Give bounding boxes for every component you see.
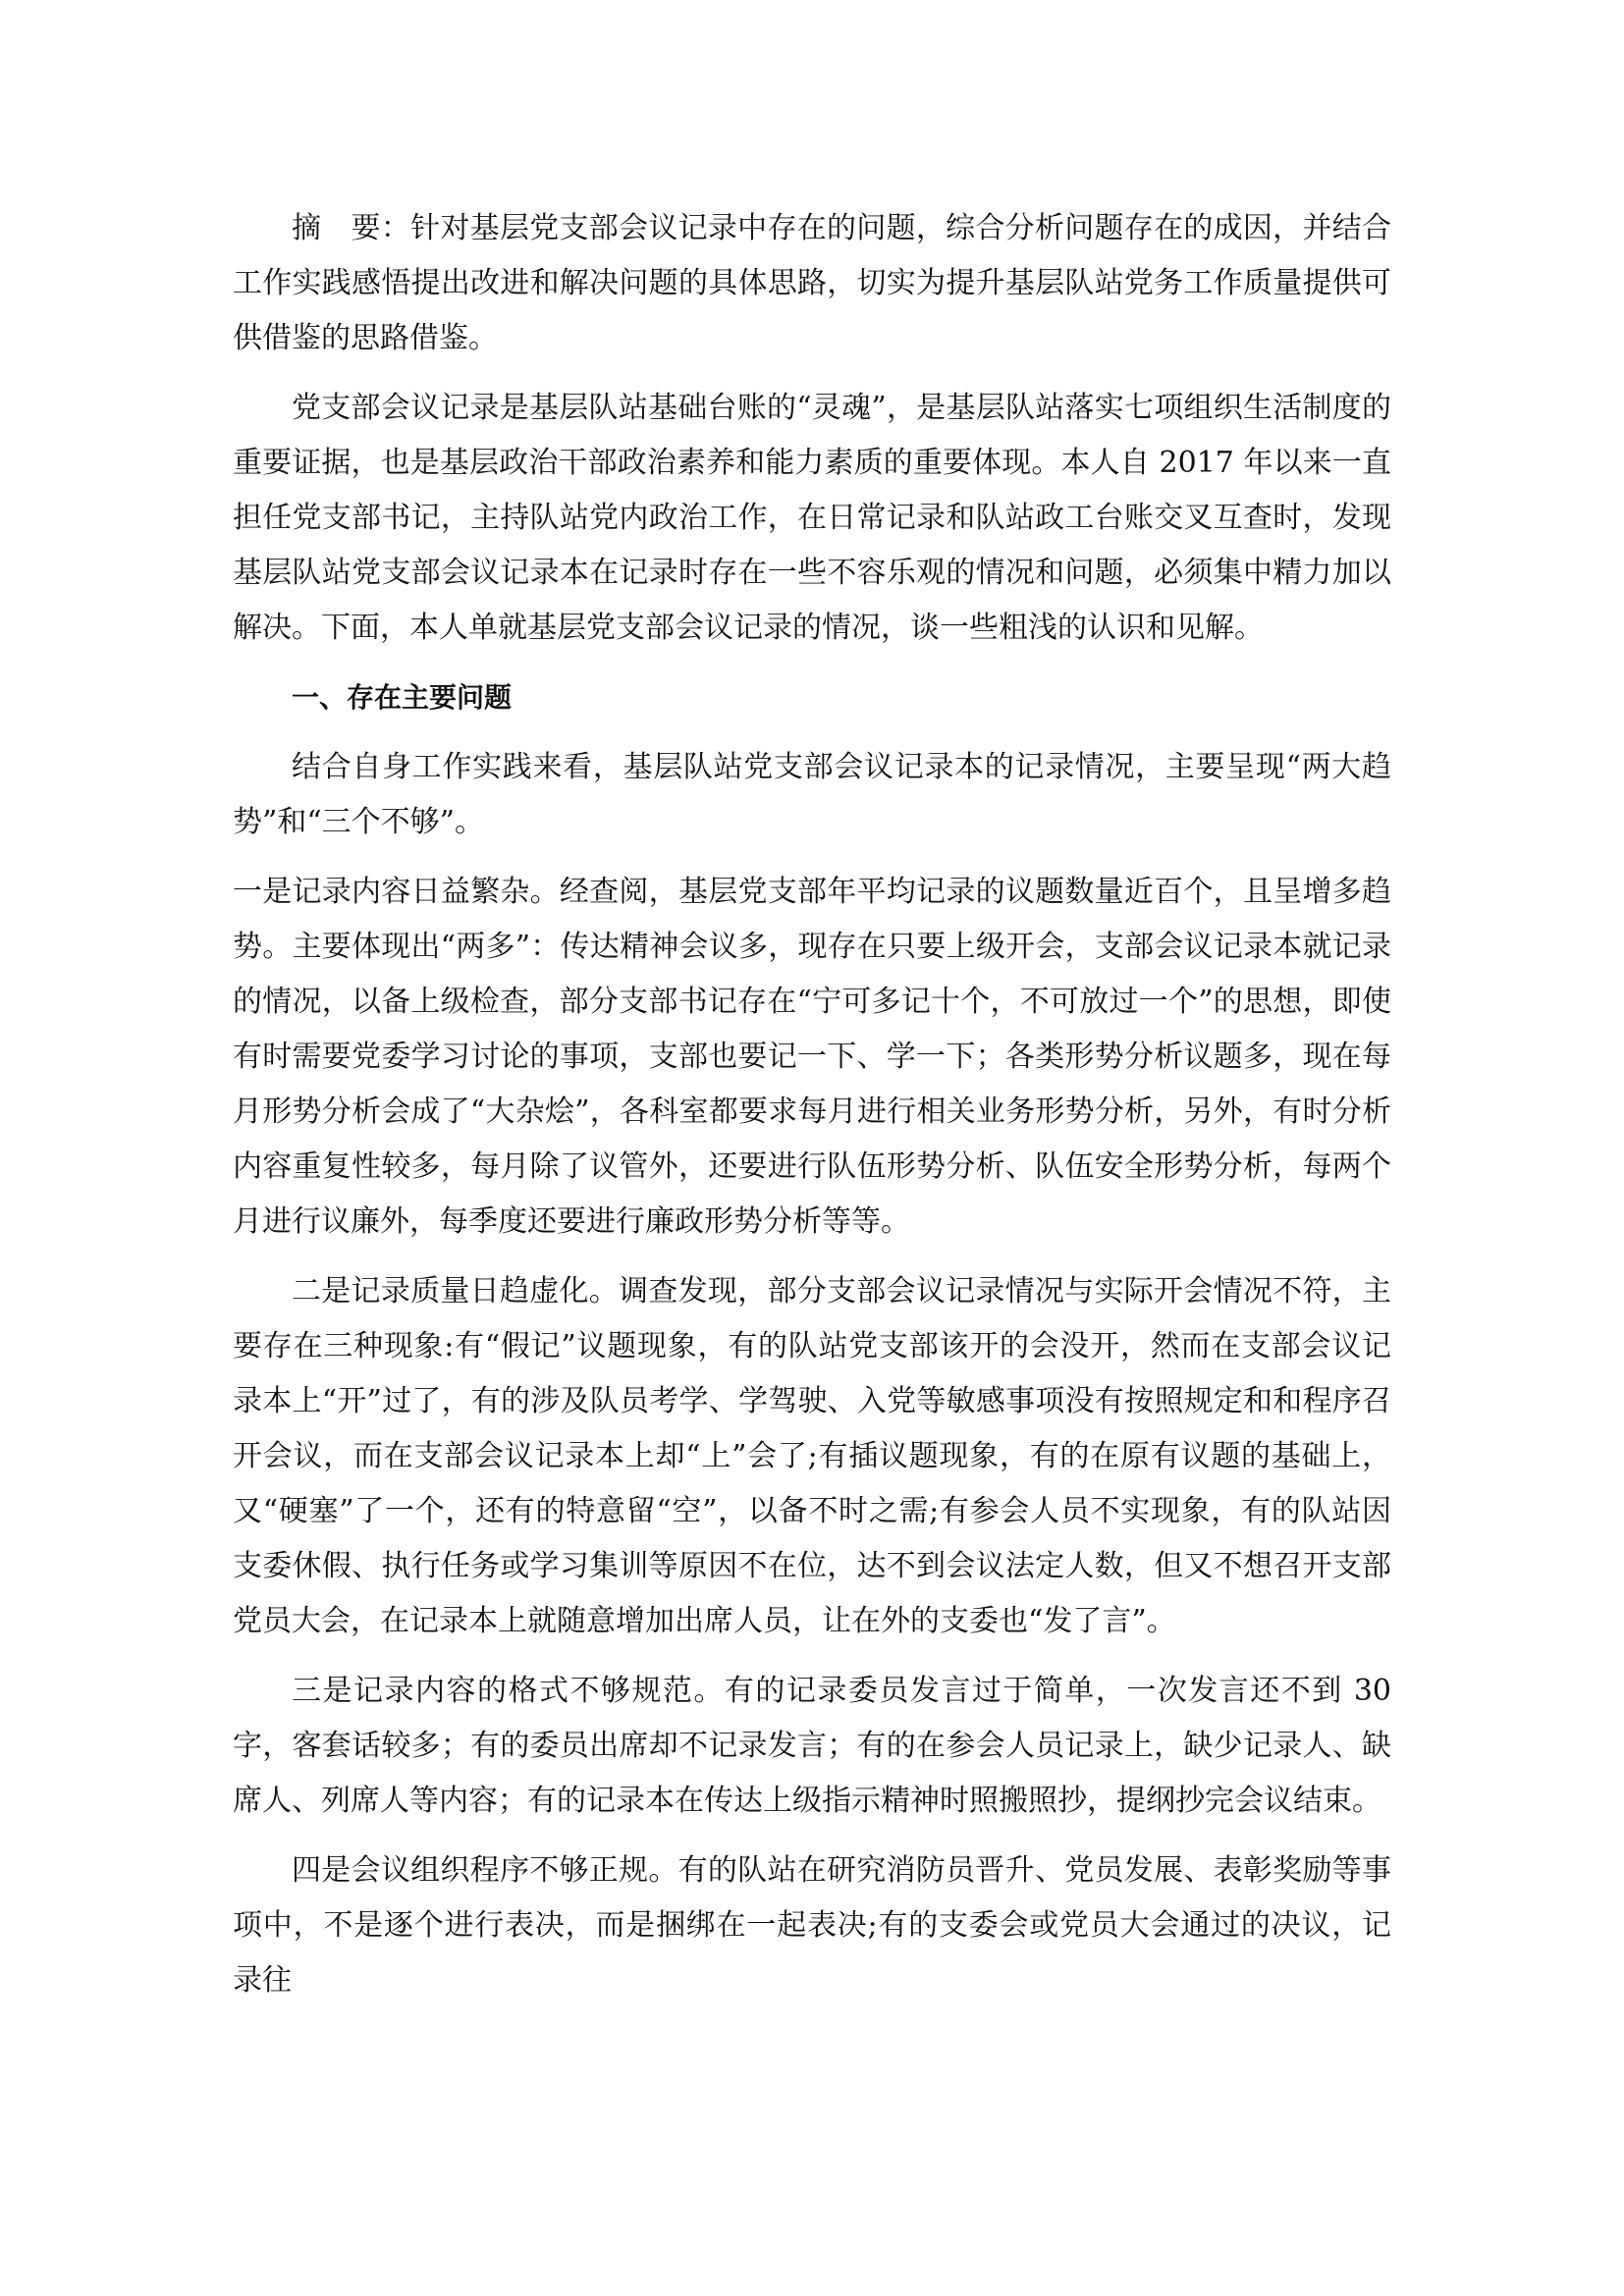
abstract-label-second: 要： xyxy=(351,211,411,245)
section-lead-paragraph: 结合自身工作实践来看，基层队站党支部会议记录本的记录情况，主要呈现“两大趋势”和“三个不够”。 xyxy=(233,750,1391,839)
document-body xyxy=(233,201,1391,2023)
intro-paragraph: 党支部会议记录是基层队站基础台账的“灵魂”，是基层队站落实七项组织生活制度的重要证据，也是基层政治干部政治素养和能力素质的重要体现。本人自 2017 年以来一直担任党支部书记，主持队站党内政治工作，在日常记录和队站政工台账交叉互查时，发现基层队站党支部会议记录本在记录时存在一些不容乐观的情况和问题，必须集中精力加以解决。下面，本人单就基层党支部会议记录的情况，谈一些粗浅的认识和见解。 xyxy=(233,391,1391,645)
abstract-paragraph xyxy=(233,201,1391,366)
point-three-paragraph: 三是记录内容的格式不够规范。有的记录委员发言过于简单，一次发言还不到 30 字，客套话较多；有的委员出席却不记录发言；有的在参会人员记录上，缺少记录人、缺席人、列席人等内容；有的记录本在传达上级指示精神时照搬照抄，提纲抄完会议结束。 xyxy=(233,1674,1391,1818)
abstract-label-first: 摘 xyxy=(292,211,322,245)
section-heading: 一、存在主要问题 xyxy=(292,681,513,714)
point-one-paragraph: 一是记录内容日益繁杂。经查阅，基层党支部年平均记录的议题数量近百个，且呈增多趋势。主要体现出“两多”：传达精神会议多，现存在只要上级开会，支部会议记录本就记录的情况，以备上级检查，部分支部书记存在“宁可多记十个，不可放过一个”的思想，即使有时需要党委学习讨论的事项，支部也要记一下、学一下；各类形势分析议题多，现在每月形势分析会成了“大杂烩”，各科室都要求每月进行相关业务形势分析，另外，有时分析内容重复性较多，每月除了议管外，还要进行队伍形势分析、队伍安全形势分析，每两个月进行议廉外，每季度还要进行廉政形势分析等等。 xyxy=(233,875,1391,1239)
point-four-paragraph: 四是会议组织程序不够正规。有的队站在研究消防员晋升、党员发展、表彰奖励等事项中，不是逐个进行表决，而是捆绑在一起表决;有的支委会或党员大会通过的决议，记录往 xyxy=(233,1853,1391,1998)
abstract-text: 针对基层党支部会议记录中存在的问题，综合分析问题存在的成因，并结合工作实践感悟提出改进和解决问题的具体思路，切实为提升基层队站党务工作质量提供可供借鉴的思路借鉴。 xyxy=(233,211,1392,355)
point-two-paragraph: 二是记录质量日趋虚化。调查发现，部分支部会议记录情况与实际开会情况不符，主要存在三种现象:有“假记”议题现象，有的队站党支部该开的会没开，然而在支部会议记录本上“开”过了，有的涉及队员考学、学驾驶、入党等敏感事项没有按照规定和和程序召开会议，而在支部会议记录本上却“上”会了;有插议题现象，有的在原有议题的基础上，又“硬塞”了一个，还有的特意留“空”，以备不时之需;有参会人员不实现象，有的队站因支委休假、执行任务或学习集训等原因不在位，达不到会议法定人数，但又不想召开支部党员大会，在记录本上就随意增加出席人员，让在外的支委也“发了言”。 xyxy=(233,1274,1391,1638)
